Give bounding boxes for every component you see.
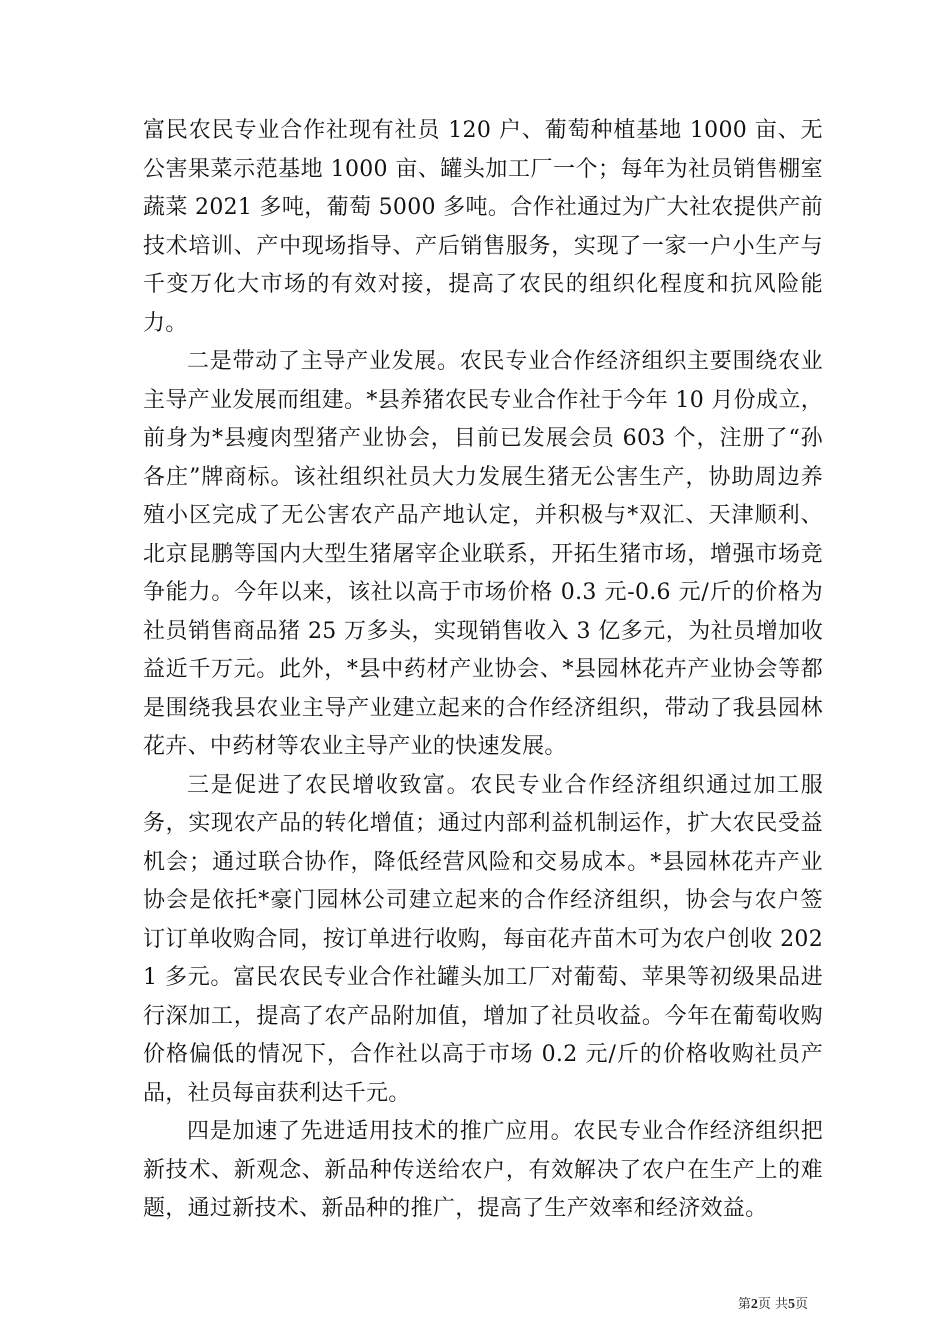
footer-prefix: 第 bbox=[737, 1297, 751, 1312]
paragraph: 四是加速了先进适用技术的推广应用。农民专业合作经济组织把新技术、新观念、新品种传送给农户，有效解决了农户在生产上的难题，通过新技术、新品种的推广，提高了生产效率和经济效益。 bbox=[143, 1119, 823, 1221]
footer-total-pages: 5 bbox=[787, 1297, 795, 1312]
paragraph: 富民农民专业合作社现有社员 120 户、葡萄种植基地 1000 亩、无公害果菜示范基地 1000 亩、罐头加工厂一个；每年为社员销售棚室蔬菜 2021 多吨，葡萄 5000 多吨。合作社通过为广大社农提供产前技术培训、产中现场指导、产后销售服务，实现了一家一户小生产与千变万化大市场的有效对接，提高了农民的组织化程度和抗风险能力。 bbox=[143, 118, 823, 336]
paragraph: 二是带动了主导产业发展。农民专业合作经济组织主要围绕农业主导产业发展而组建。*县养猪农民专业合作社于今年 10 月份成立，前身为*县瘦肉型猪产业协会，目前已发展会员 603 个，注册了“孙各庄”牌商标。该社组织社员大力发展生猪无公害生产，协助周边养殖小区完成了无公害农产品产地认定，并积极与*双汇、天津顺利、北京昆鹏等国内大型生猪屠宰企业联系，开拓生猪市场，增强市场竞争能力。今年以来，该社以高于市场价格 0.3 元-0.6 元/斤的价格为社员销售商品猪 25 万多头，实现销售收入 3 亿多元，为社员增加收益近千万元。此外，*县中药材产业协会、*县园林花卉产业协会等都是围绕我县农业主导产业建立起来的合作经济组织，带动了我县园林花卉、中药材等农业主导产业的快速发展。 bbox=[143, 349, 823, 759]
footer-page-number: 2 bbox=[750, 1297, 758, 1312]
footer-suffix: 页 bbox=[794, 1297, 808, 1312]
page-footer bbox=[738, 1297, 808, 1313]
footer-middle: 页 共 bbox=[757, 1297, 788, 1312]
paragraph: 三是促进了农民增收致富。农民专业合作经济组织通过加工服务，实现农产品的转化增值；通过内部利益机制运作，扩大农民受益机会；通过联合协作，降低经营风险和交易成本。*县园林花卉产业协会是依托*豪门园林公司建立起来的合作经济组织，协会与农户签订订单收购合同，按订单进行收购，每亩花卉苗木可为农户创收 2021 多元。富民农民专业合作社罐头加工厂对葡萄、苹果等初级果品进行深加工，提高了农产品附加值，增加了社员收益。今年在葡萄收购价格偏低的情况下，合作社以高于市场 0.2 元/斤的价格收购社员产品，社员每亩获利达千元。 bbox=[143, 772, 823, 1106]
body-text bbox=[143, 112, 823, 1229]
